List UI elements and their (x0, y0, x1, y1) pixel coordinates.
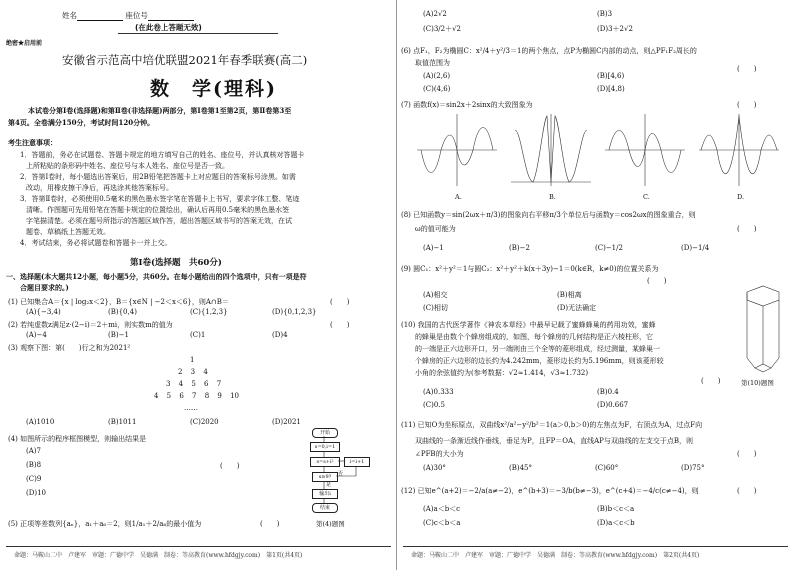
graph-c (605, 114, 685, 186)
option: (D)无法确定 (557, 304, 597, 312)
name-seat-line (62, 10, 194, 21)
footer-right: 命题：马鞍山二中 卢建军 审题：广德中学 吴德满 制卷：等高教育(www.hfdgjy.com) 第2页(共4页) (411, 552, 700, 559)
name-blank (77, 13, 123, 21)
option: (A)2√2 (423, 10, 447, 18)
option: (D)75° (681, 464, 705, 472)
option: (B)−1 (108, 331, 129, 339)
option: (D)4 (272, 331, 288, 339)
footer-rule (6, 546, 391, 547)
graph-label-c: C. (643, 193, 650, 201)
q12-stem: (12) 已知e^(a+2)＝−2/a(a≠−2)，e^(b+3)＝−3/b(b≠−3)，e^(c+4)＝−4/c(c≠−4)，则 (401, 487, 699, 495)
option: (D)0.667 (597, 401, 629, 409)
option: (C)−1/2 (595, 244, 623, 252)
graph-label-b: B. (549, 193, 556, 201)
notice-line: 清晰。作图题可先用铅笔在答题卡规定的位置绘出，确认后再用0.5毫米的黑色墨水签 (26, 206, 290, 214)
option: (A)30° (423, 464, 446, 472)
triangle-row: 2 3 4 (178, 368, 208, 376)
option: (B)0.4 (597, 388, 619, 396)
notice-line: 2．答第Ⅰ卷时，每小题选出答案后，用2B铅笔把答题卡上对应题目的答案标号涂黑。如需 (20, 173, 296, 181)
q2-answer-paren: ( ) (330, 321, 350, 329)
flow-end: 结束 (312, 503, 338, 513)
option: (A){−3,4) (26, 308, 61, 316)
triangle-row: 4 5 6 7 8 9 10 (154, 392, 239, 400)
secret-mark: 绝密★启用前 (6, 40, 43, 47)
option: (C){1,2,3} (190, 308, 228, 316)
q5-stem: (5) 正项等差数列{aₙ}，a₁＋a₆＝2，则1/a₁＋2/a₆的最小值为 (8, 520, 202, 528)
no-answer-notice: (在此卷上答题无效) (135, 23, 202, 32)
q6-answer-paren: ( ) (737, 65, 757, 73)
q10-line: 小角的余弦值约为(参考数据：√2≈1.414，√3≈1.732) (415, 369, 589, 377)
option: (A)0.333 (423, 388, 454, 396)
flowchart-arrows (300, 426, 380, 516)
honeycomb-figure (737, 284, 789, 376)
option: (A)7 (26, 447, 41, 455)
q8-stem-2: ω的值可能为 (415, 225, 456, 233)
notice-line: 3．答第Ⅱ卷时，必须使用0.5毫米的黑色墨水签字笔在答题卡上书写，要求字体工整、笔迹 (20, 195, 300, 203)
option: (A)−4 (26, 331, 47, 339)
flow-condition: s≥9? (312, 472, 338, 482)
notice-line: 字笔描清楚。必须在题号所指示的答题区域作答，超出答题区域书写的答案无效，在试 (26, 217, 292, 225)
option: (B)b＜c＜a (597, 505, 635, 513)
seat-label: 座位号 (125, 11, 148, 20)
option: (B)3 (597, 10, 613, 18)
option: (D)−1/4 (681, 244, 710, 252)
flow-start: 开始 (312, 428, 338, 438)
graph-a (417, 114, 497, 186)
q9-stem: (9) 圆C₁：x²＋y²＝1与圆C₂：x²＋y²＋k(x＋3y)−1＝0(k∈R，k≠0)的位置关系为 (401, 265, 659, 273)
q11-answer-paren: ( ) (737, 450, 757, 458)
option: (C)1 (190, 331, 206, 339)
option: (A)a＜b＜c (423, 505, 461, 513)
option: (B)−2 (509, 244, 530, 252)
graph-label-a: A. (455, 193, 462, 201)
q10-figure-caption: 第(10)题图 (741, 379, 774, 387)
q10-line: 的一端是正六边形开口，另一端则由三个全等的菱形组成，经过测量，某蜂巢一 (415, 345, 660, 353)
q8-answer-paren: ( ) (737, 225, 757, 233)
footer-rule (403, 546, 788, 547)
intro-line-1: 本试卷分第Ⅰ卷(选择题)和第Ⅱ卷(非选择题)两部分，第Ⅰ卷第1至第2页，第Ⅱ卷第3至 (28, 106, 292, 115)
q4-answer-paren: ( ) (220, 462, 240, 470)
name-label: 姓名 (62, 11, 77, 20)
right-page (397, 0, 794, 570)
section1-title: 第Ⅰ卷(选择题 共60分) (130, 258, 222, 268)
option: (D)3＋2√2 (597, 25, 633, 33)
q9-answer-paren: ( ) (647, 277, 667, 285)
graph-d (699, 114, 779, 186)
option: (A)−1 (423, 244, 444, 252)
notice-line: 上所粘贴的条形码中姓名、座位号与本人姓名、座位号是否一致。 (26, 162, 229, 170)
option: (A)1010 (26, 418, 55, 426)
q4-stem: (4) 如图所示的程序框图模型，则输出结果是 (8, 435, 147, 443)
q10-answer-paren: ( ) (701, 377, 721, 385)
option: (D)[4,8) (597, 85, 625, 93)
option: (D)2021 (272, 418, 301, 426)
graph-label-d: D. (737, 193, 745, 201)
header-rule (118, 33, 278, 34)
option: (C)c＜b＜a (423, 519, 461, 527)
q6-stem-2: 取值范围为 (415, 59, 450, 67)
option: (B)8 (26, 461, 42, 469)
q7-graphs (415, 110, 785, 192)
q4-figure-caption: 第(4)题图 (316, 520, 345, 528)
flow-output: 输出i (312, 489, 338, 499)
q2-stem: (2) 若纯虚数z满足z·(2−i)＝2＋mi，则实数m的值为 (8, 321, 173, 329)
footer-left: 命题：马鞍山二中 卢建军 审题：广德中学 吴德满 制卷：等高教育(www.hfdgjy.com) 第1页(共4页) (14, 552, 303, 559)
section1-instr-1: 一、选择题(本大题共12小题，每小题5分，共60分。在每小题给出的四个选项中，只有一项是符 (6, 272, 307, 281)
notice-line: 题卷、草稿纸上答题无效。 (26, 228, 110, 236)
flow-yes-label: 是 (326, 482, 332, 488)
notice-line: 4．考试结束，务必将试题卷和答题卡一并上交。 (20, 239, 172, 247)
q10-line: 的蜂巢是由数个个蜂房组成的，如图，每个蜂房的几何结构是正六棱柱形，它 (415, 333, 653, 341)
option: (B)相离 (557, 291, 582, 299)
triangle-row: 1 (190, 356, 195, 364)
option: (C)60° (595, 464, 619, 472)
notice-line: 1．答题前，务必在试题卷、答题卡规定的地方填写自己的姓名、座位号，并认真核对答题卡 (20, 151, 305, 159)
q11-line: (11) 已知O为坐标原点，双曲线x²/a²−y²/b²＝1(a＞0,b＞0)的左焦点为F，右顶点为A，过点F向 (401, 421, 703, 429)
q1-stem: (1) 已知集合A＝{x | log₂x＜2}，B＝{x∈N | −2＜x＜6}，则A∩B＝ (8, 298, 229, 306)
option: (C)(4,6) (423, 85, 451, 93)
q5-answer-paren: ( ) (260, 520, 280, 528)
notice-line: 改动，用橡皮擦干净后，再选涂其他答案标号。 (26, 184, 173, 192)
section1-instr-2: 合题目要求的。) (20, 283, 69, 292)
option: (B)[4,6) (597, 72, 625, 80)
intro-line-2: 第4页。全卷满分150分，考试时间120分钟。 (8, 118, 155, 127)
q1-answer-paren: ( ) (330, 298, 350, 306)
q12-answer-paren: ( ) (737, 487, 757, 495)
option: (B)1011 (108, 418, 137, 426)
triangle-ellipsis: …… (184, 404, 198, 412)
subject-title: 数 学(理科) (150, 78, 277, 100)
flow-accumulate: s=s+i² (310, 457, 340, 467)
option: (B)45° (509, 464, 533, 472)
option: (A)(2,6) (423, 72, 451, 80)
seat-blank (148, 13, 194, 21)
q7-stem: (7) 函数f(x)＝sin2x＋2sinx的大致图象为 (401, 101, 533, 109)
exam-title: 安徽省示范高中培优联盟2021年春季联赛(高二) (62, 53, 308, 67)
q11-line: 双曲线的一条渐近线作垂线，垂足为P，且FP＝OA，直线AP与双曲线的左支交于点B，则 (415, 437, 693, 445)
option: (A)相交 (423, 291, 448, 299)
triangle-row: 3 4 5 6 7 (166, 380, 222, 388)
notice-title: 考生注意事项： (8, 138, 57, 147)
q8-stem: (8) 已知函数y＝sin(2ωx＋π/3)的图象向右平移π/3个单位后与函数y＝cos2ωx的图象重合，则 (401, 211, 696, 219)
q10-line: (10) 我国的古代医学著作《神农本草经》中最早记载了蜜蜂蜂巢的药用功效，蜜蜂 (401, 321, 656, 329)
option: (D){0,1,2,3} (272, 308, 317, 316)
option: (C)9 (26, 475, 42, 483)
q7-answer-paren: ( ) (737, 101, 757, 109)
flow-init: s=0,i=1 (310, 442, 340, 452)
q3-stem: (3) 观察下图：第( )行之和为2021² (8, 344, 131, 352)
option: (C)相切 (423, 304, 448, 312)
option: (C)0.5 (423, 401, 445, 409)
flow-increment: i=i+1 (344, 457, 370, 467)
q10-line: 个蜂房的正六边形的边长约为4.242mm，菱形边长约为5.196mm，则该菱形较 (415, 357, 664, 365)
option: (C)3/2＋√2 (423, 25, 461, 33)
option: (C)2020 (190, 418, 219, 426)
option: (D)a＜c＜b (597, 519, 635, 527)
q6-stem: (6) 点F₁，F₂为椭圆C：x²/4＋y²/3＝1的两个焦点，点P为椭圆C内部的动点，则△PF₁F₂周长的 (401, 47, 697, 55)
option: (D)10 (26, 489, 46, 497)
q11-line: ∠PFB的大小为 (415, 450, 464, 458)
flow-no-label: 否 (338, 471, 344, 477)
graph-b (511, 114, 591, 186)
option: (B){0,4) (108, 308, 137, 316)
